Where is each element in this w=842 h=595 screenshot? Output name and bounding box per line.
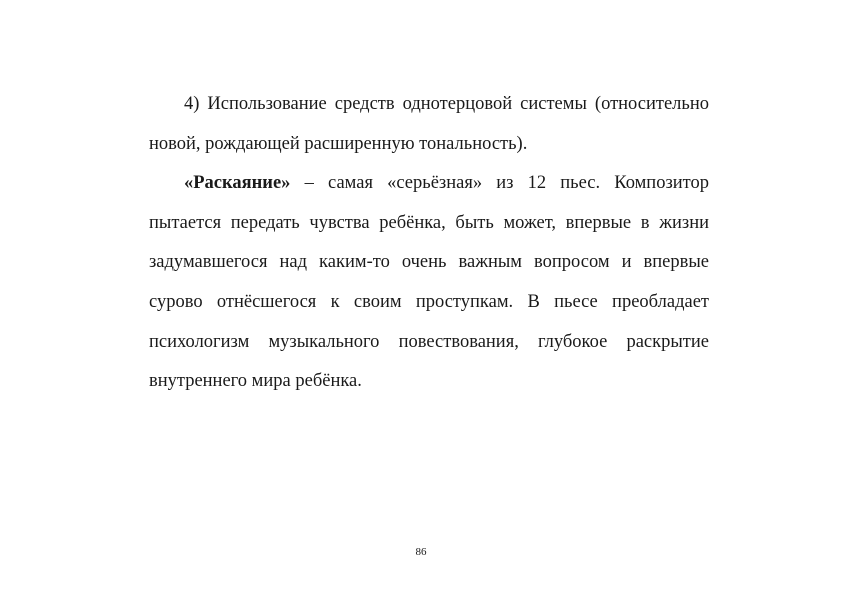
paragraph-1-text: 4) Использование средств однотерцовой системы (относительно новой, рождающей расширенную тональность). [149, 94, 709, 154]
body-text [149, 85, 709, 402]
paragraph-2 [149, 164, 709, 402]
paragraph-1 [149, 85, 709, 164]
paragraph-2-text: – самая «серьёзная» из 12 пьес. Композитор пытается передать чувства ребёнка, быть может, впервые в жизни задумавшегося над каким-то очень важным вопросом и впервые сурово отнёсшегося к своим проступкам. В пьесе преобладает психологизм музыкального повествования, глубокое раскрытие внутреннего мира ребёнка. [149, 173, 709, 392]
piece-title: «Раскаяние» [184, 173, 291, 194]
page-number: 86 [415, 546, 427, 558]
